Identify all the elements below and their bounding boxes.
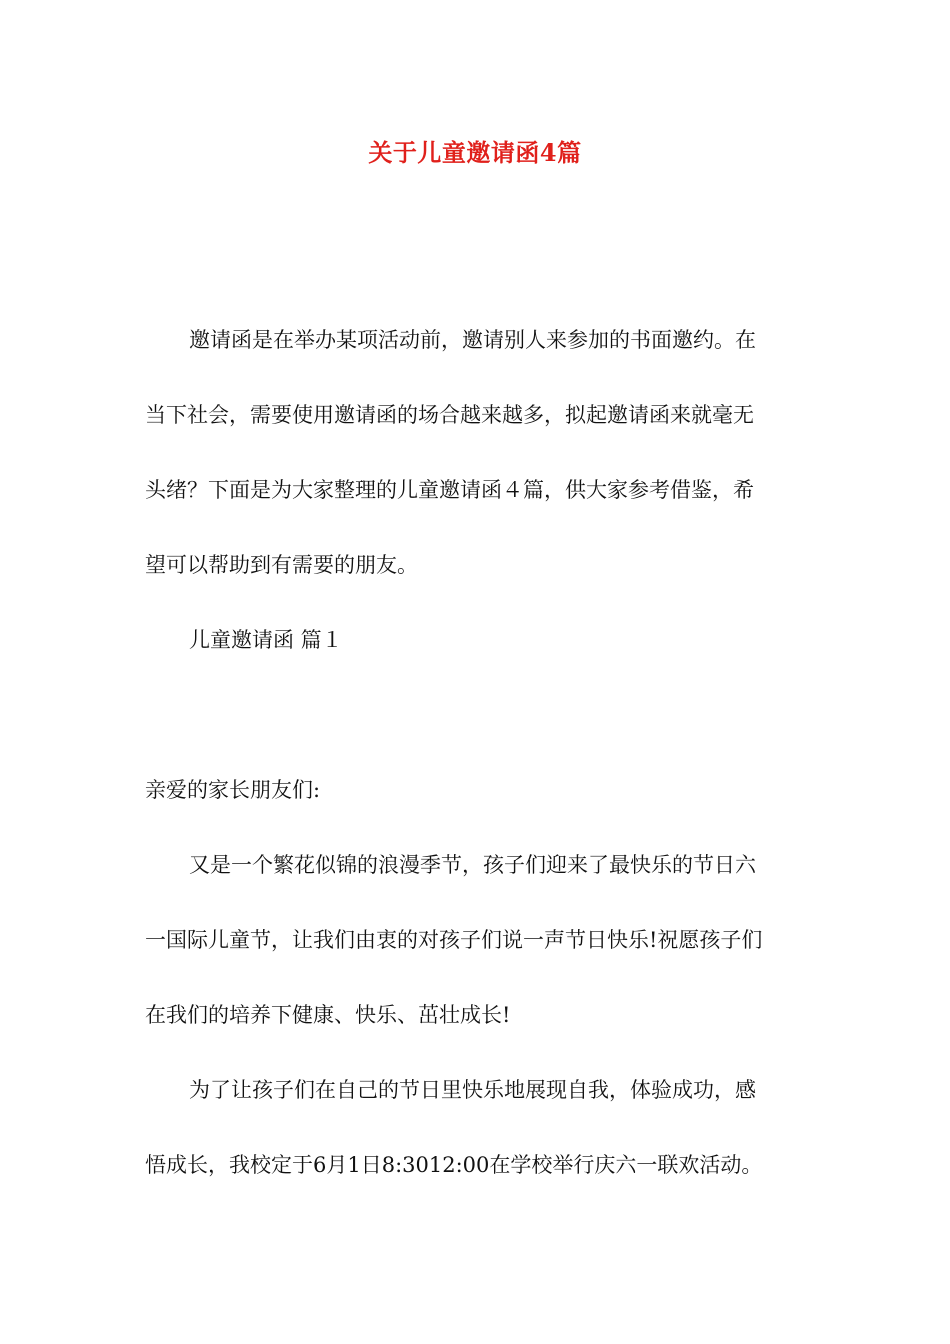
salutation: 亲爱的家长朋友们: (145, 778, 321, 802)
intro-paragraph (145, 303, 815, 603)
paragraph-line: 又是一个繁花似锦的浪漫季节，孩子们迎来了最快乐的节日六 (189, 853, 756, 877)
paragraph-line: 在我们的培养下健康、快乐、茁壮成长! (145, 1003, 511, 1027)
paragraph-1 (145, 828, 815, 1053)
intro-line: 当下社会，需要使用邀请函的场合越来越多，拟起邀请函来就毫无 (145, 403, 754, 427)
intro-line: 望可以帮助到有需要的朋友。 (145, 553, 418, 577)
paragraph-line: 为了让孩子们在自己的节日里快乐地展现自我，体验成功，感 (189, 1078, 756, 1102)
paragraph-line: 一国际儿童节，让我们由衷的对孩子们说一声节日快乐!祝愿孩子们 (145, 928, 763, 952)
salutation-block (145, 753, 815, 828)
section-heading: 儿童邀请函 篇１ (189, 628, 343, 652)
paragraph-2 (145, 1053, 815, 1203)
intro-line: 头绪？下面是为大家整理的儿童邀请函４篇，供大家参考借鉴，希 (145, 478, 754, 502)
intro-line: 邀请函是在举办某项活动前，邀请别人来参加的书面邀约。在 (189, 328, 756, 352)
paragraph-line: 悟成长，我校定于6月1日8:3012:00在学校举行庆六一联欢活动。 (145, 1153, 763, 1177)
document-title: 关于儿童邀请函4篇 (368, 138, 582, 167)
section-heading-block (145, 603, 815, 678)
